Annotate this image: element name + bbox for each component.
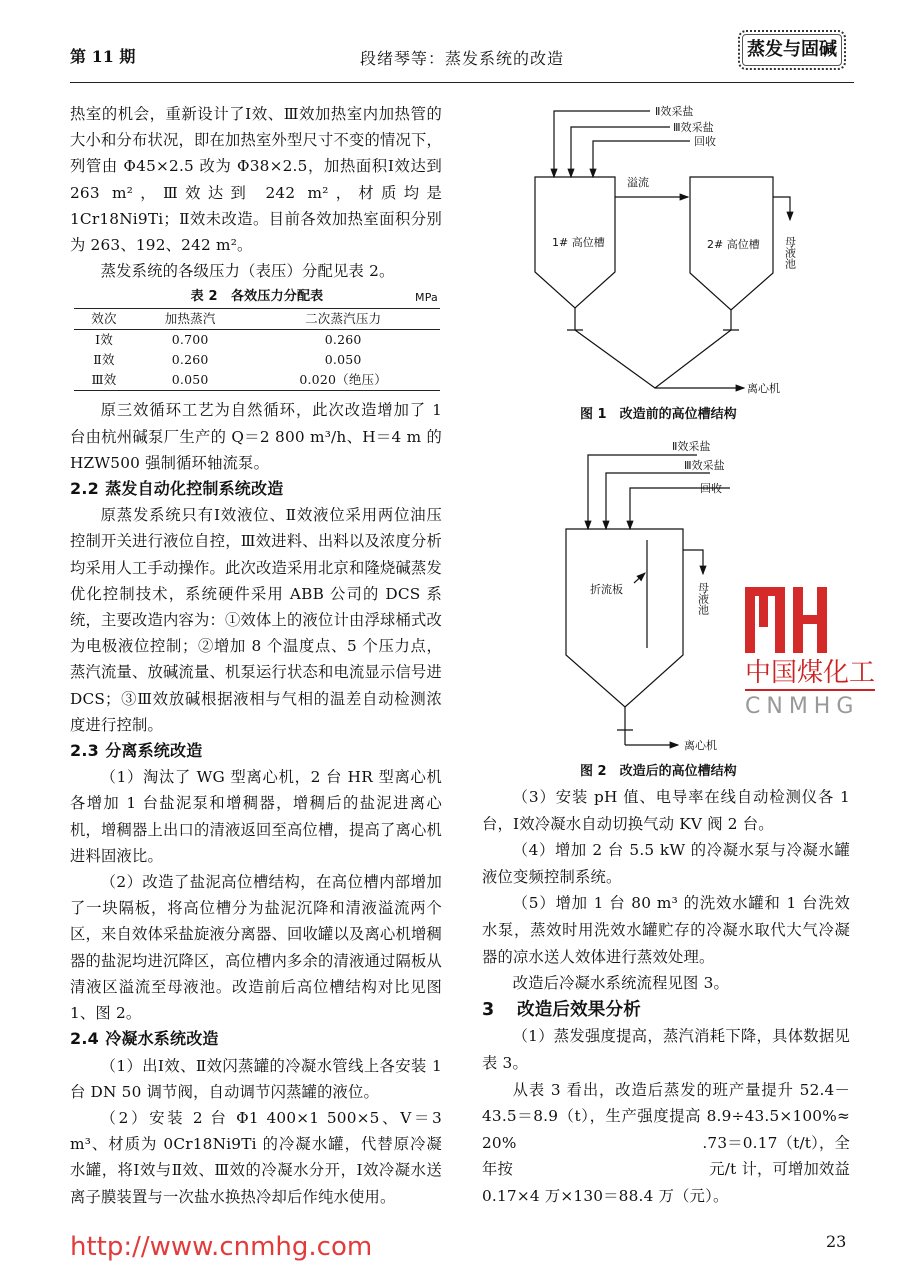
cnmhg-logo [745,585,885,725]
table-cell: Ⅰ效 [95,332,113,348]
table-caption: 表 2 各效压力分配表 [190,289,324,305]
baffle-pointer [634,573,645,583]
feed-label: Ⅱ效采盐 [672,440,711,453]
section-number: 2.2 [70,479,99,499]
table-cell: 0.050 [324,352,362,368]
logo-text-en: CNMHG [745,694,860,719]
watermark-url: http://www.cnmhg.com [70,1232,373,1262]
section-number: 2.4 [70,1029,99,1049]
centrifuge-line [575,330,731,388]
outlet [617,707,633,745]
centrifuge-label: 离心机 [747,382,780,395]
feed-label: Ⅲ效采盐 [673,121,714,134]
feed-line-1 [554,111,650,177]
feed-line-3 [593,141,690,177]
figure-1-caption: 图 1 改造前的高位槽结构 [580,407,737,422]
section-title: 冷凝水系统改造 [105,1029,219,1049]
paragraph-results [482,1077,850,1210]
text-line: 0.17×4 万×130＝88.4 万（元）。 [482,1186,729,1205]
table-cell: 0.260 [171,352,209,368]
outlet-2 [723,310,739,330]
feed-line-2 [571,127,670,177]
paragraph: （3）安装 pH 值、电导率在线自动检测仪各 1 台，Ⅰ效冷凝水自动切换气动 KV 阀 2 台。 [482,788,850,833]
text-fragment: 元/t 计，可增加效益 [709,1160,850,1179]
baffle-label: 折流板 [590,583,623,596]
tank-label: 2# 高位槽 [707,238,760,251]
figure-1-diagram [0,0,904,400]
section-title: 改造后效果分析 [517,999,641,1020]
section-title: 蒸发自动化控制系统改造 [105,479,284,499]
paragraph: （5）增加 1 台 80 m³ 的洗效水罐和 1 台洗效水泵，蒸效时用洗效水罐贮存的冷凝水取代大气冷凝器的凉水送人效体进行蒸效处理。 [482,894,850,966]
feed-label: 回收 [700,482,722,495]
mother-liquor-line [773,197,790,220]
paragraph: 原三效循环工艺为自然循环，此次改造增加了 1 台由杭州碱泵厂生产的 Q＝2 800 m³/h、H＝4 m 的 HZW500 强制循环轴流泵。 [70,401,442,472]
text-line: 从表 3 看出，改造后蒸发的班产量提升 52.4－ [512,1080,850,1099]
feed-label: Ⅲ效采盐 [684,459,725,472]
text-line [482,1156,850,1183]
right-column-body [482,784,850,1210]
paragraph: （4）增加 2 台 5.5 kW 的冷凝水泵与冷凝水罐液位变频控制系统。 [482,841,850,886]
table-unit: MPa [415,291,438,305]
figure-2-caption: 图 2 改造后的高位槽结构 [580,764,737,779]
paragraph: 蒸发系统的各级压力（表压）分配见表 2。 [100,262,395,281]
text-line [482,1130,850,1157]
text-line: 43.5＝8.9（t），生产强度提高 8.9÷43.5×100%≈ [482,1107,850,1126]
outlet-1 [567,308,583,330]
paragraph: 热室的机会，重新设计了Ⅰ效、Ⅲ效加热室内加热管的大小和分布状况，即在加热室外型尺寸不变的情况下，列管由 Φ45×2.5 改为 Φ38×2.5，加热面积Ⅰ效达到 263 m²，Ⅲ效达到 242 m²，材质均是 1Cr18Ni9Ti；Ⅱ效未改造。目前各效加热室面积分别为 263、192、242 m²。 [70,105,442,255]
table-cell: 0.700 [171,332,209,348]
logo-mark-icon [745,585,827,655]
page-number: 23 [826,1232,847,1251]
feed-label: 回收 [694,135,716,148]
text-fragment: .73＝0.17（t/t），全 [702,1133,850,1152]
column-header: 效次 [74,309,134,330]
paragraph: 原蒸发系统只有Ⅰ效液位、Ⅱ效液位采用两位油压控制开关进行液位自控，Ⅲ效进料、出料以及浓度分析均采用人工手动操作。此次改造采用北京和隆烧碱蒸发优化控制技术，系统硬件采用 ABB 公司的 DCS 系统，主要改造内容为：①效体上的液位计由浮球桶式改为电极液位控制；②增加 8 个温度点、5 个压力点，蒸汽流量、放碱流量、机泵运行状态和电流显示信号进 DCS；③Ⅲ效放碱根据液相与气相的温差自动检测浓度进行控制。 [70,506,442,734]
mother-liquor-label: 母液池 [696,582,710,615]
tank [566,529,683,707]
paragraph: （1）出Ⅰ效、Ⅱ效闪蒸罐的冷凝水管线上各安装 1 台 DN 50 调节阀，自动调节闪蒸罐的液位。 [70,1056,442,1101]
paragraph: （2）安装 2 台 Φ1 400×1 500×5、V＝3 m³、材质为 0Cr18Ni9Ti 的冷凝水罐，代替原冷凝水罐，将Ⅰ效与Ⅱ效、Ⅲ效的冷凝水分开，Ⅰ效冷凝水送离子膜装置与一次盐水换热冷却后作纯水使用。 [70,1108,442,1206]
table-cell: 0.020（绝压） [299,372,387,388]
section-badge: 蒸发与固碱 [738,30,846,70]
feed-label: Ⅱ效采盐 [655,105,694,118]
mother-liquor-line [683,550,703,574]
section-heading-3 [482,997,850,1024]
logo-text-cn: 中国煤化工 [745,657,875,691]
paragraph: （1）淘汰了 WG 型离心机，2 台 HR 型离心机各增加 1 台盐泥泵和增稠器，增稠后的盐泥进离心机，增稠器上出口的清液返回至高位槽，提高了离心机进料固液比。 [70,768,442,865]
centrifuge-label: 离心机 [684,739,717,752]
paragraph: （2）改造了盐泥高位槽结构，在高位槽内部增加了一块隔板，将高位槽分为盐泥沉降和清液溢流两个区，来自效体采盐旋液分离器、回收罐以及离心机增稠器的盐泥均进沉降区，高位槽内多余的清液通过隔板从清液区溢流至母液池。改造前后高位槽结构对比见图 1、图 2。 [70,873,442,1023]
table-cell: Ⅱ效 [93,352,115,368]
feed-line-2 [606,473,710,529]
table-cell: 0.050 [171,372,209,388]
section-number: 2.3 [70,741,99,761]
table-cell: Ⅲ效 [91,372,117,388]
issue-number: 第 11 期 [70,47,136,66]
section-title: 分离系统改造 [105,741,203,761]
text-fragment: 年按 [482,1160,513,1179]
tank-label: 1# 高位槽 [552,236,605,249]
section-number: 3 [482,999,495,1020]
paragraph: 改造后冷凝水系统流程见图 3。 [512,974,730,993]
running-title: 段绪琴等：蒸发系统的改造 [360,49,565,68]
overflow-label: 溢流 [627,176,649,189]
column-header: 二次蒸汽压力 [246,309,440,330]
feed-line-1 [588,455,697,529]
text-fragment: 20% [482,1133,517,1152]
column-header: 加热蒸汽 [134,309,246,330]
paragraph: （1）蒸发强度提高，蒸汽消耗下降，具体数据见表 3。 [482,1027,850,1072]
table-cell: 0.260 [324,332,362,348]
section-heading-2-4 [70,1026,442,1052]
figure-2-diagram [0,430,740,760]
mother-liquor-label: 母液池 [783,236,797,269]
